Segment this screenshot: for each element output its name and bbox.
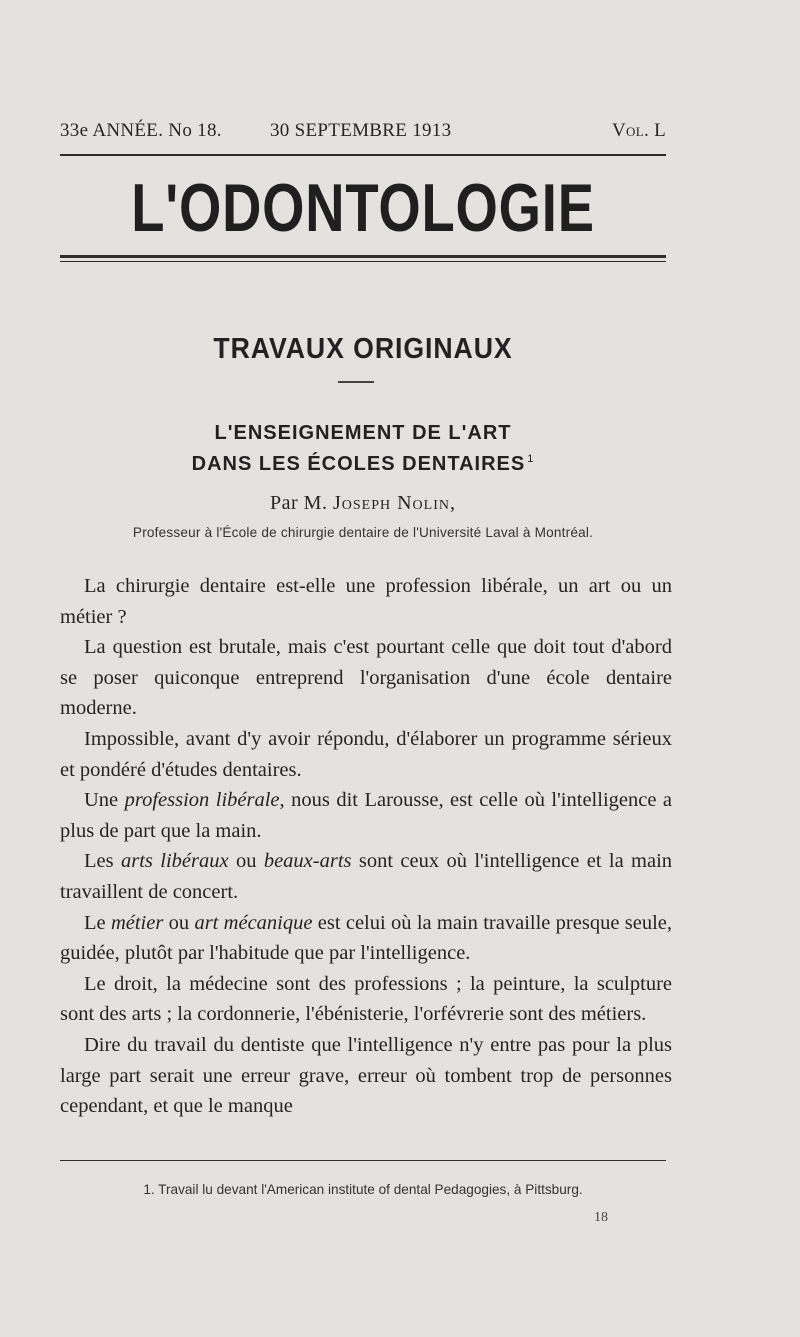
text-run: Les xyxy=(84,850,114,873)
header-rule xyxy=(60,154,666,156)
emphasis: profession libérale xyxy=(124,789,280,812)
text-run: , nous dit Larousse, est celle où l'intelligence a plus de part que la main. xyxy=(60,789,673,842)
issue-number: 33e ANNÉE. No 18. xyxy=(60,120,222,141)
footnote-rule xyxy=(60,1160,666,1161)
article-body xyxy=(60,571,672,1122)
issue-date: 30 SEPTEMBRE 1913 xyxy=(270,120,452,141)
paragraph: La chirurgie dentaire est-elle une profession libérale, un art ou un métier ? xyxy=(60,575,672,628)
title-rule-thin xyxy=(60,261,666,262)
article-title-text: DANS LES ÉCOLES DENTAIRES xyxy=(191,453,526,475)
emphasis: art mécanique xyxy=(194,911,313,934)
emphasis: beaux-arts xyxy=(263,850,352,873)
paragraph xyxy=(60,908,672,969)
journal-title: L'ODONTOLOGIE xyxy=(131,170,595,246)
author-name: Joseph Nolin, xyxy=(332,492,456,514)
byline-prefix: Par M. xyxy=(270,492,328,514)
text-run: Le xyxy=(84,911,106,934)
footnote-marker: 1 xyxy=(527,453,535,465)
text-run: ou xyxy=(168,911,190,934)
author-affiliation: Professeur à l'École de chirurgie dentaire de l'Université Laval à Montréal. xyxy=(132,525,594,540)
paragraph: Dire du travail du dentiste que l'intelligence n'y entre pas pour la plus large part serait une erreur grave, erreur où tombent trop de personnes cependant, et que le manque xyxy=(60,1033,672,1118)
paragraph: Le droit, la médecine sont des professions ; la peinture, la sculpture sont des arts ; la cordonnerie, l'ébénisterie, l'orfévrerie sont des métiers. xyxy=(60,972,672,1026)
article-title-line-2 xyxy=(60,446,666,477)
printer-signature: 18 xyxy=(594,1210,608,1225)
article-title-line-1: L'ENSEIGNEMENT DE L'ART xyxy=(214,422,512,444)
article-title xyxy=(60,420,666,477)
emphasis: métier xyxy=(110,911,164,934)
text-run: sont ceux où l'intelligence et la main travaillent de concert. xyxy=(60,850,673,903)
text-run: ou xyxy=(235,850,257,873)
paragraph: Impossible, avant d'y avoir répondu, d'élaborer un programme sérieux et pondéré d'études dentaires. xyxy=(60,727,672,781)
paragraph: La question est brutale, mais c'est pourtant celle que doit tout d'abord se poser quiconque entreprend l'organisation d'une école dentaire moderne. xyxy=(60,636,672,720)
paragraph xyxy=(60,785,672,846)
title-rule-thick xyxy=(60,255,666,258)
footnote: 1. Travail lu devant l'American institute of dental Pedagogies, à Pittsburg. xyxy=(143,1182,583,1197)
emphasis: arts libéraux xyxy=(120,850,229,873)
text-run: Une xyxy=(84,789,119,812)
running-header xyxy=(60,120,666,148)
byline xyxy=(60,492,666,515)
section-title: TRAVAUX ORIGINAUX xyxy=(213,333,513,365)
section-divider xyxy=(338,381,374,383)
paragraph xyxy=(60,846,672,907)
text-run: est celui où la main travaille presque seule, guidée, plutôt par l'habitude que par l'intelligence. xyxy=(60,911,672,965)
volume-number: Vol. L xyxy=(612,120,666,141)
